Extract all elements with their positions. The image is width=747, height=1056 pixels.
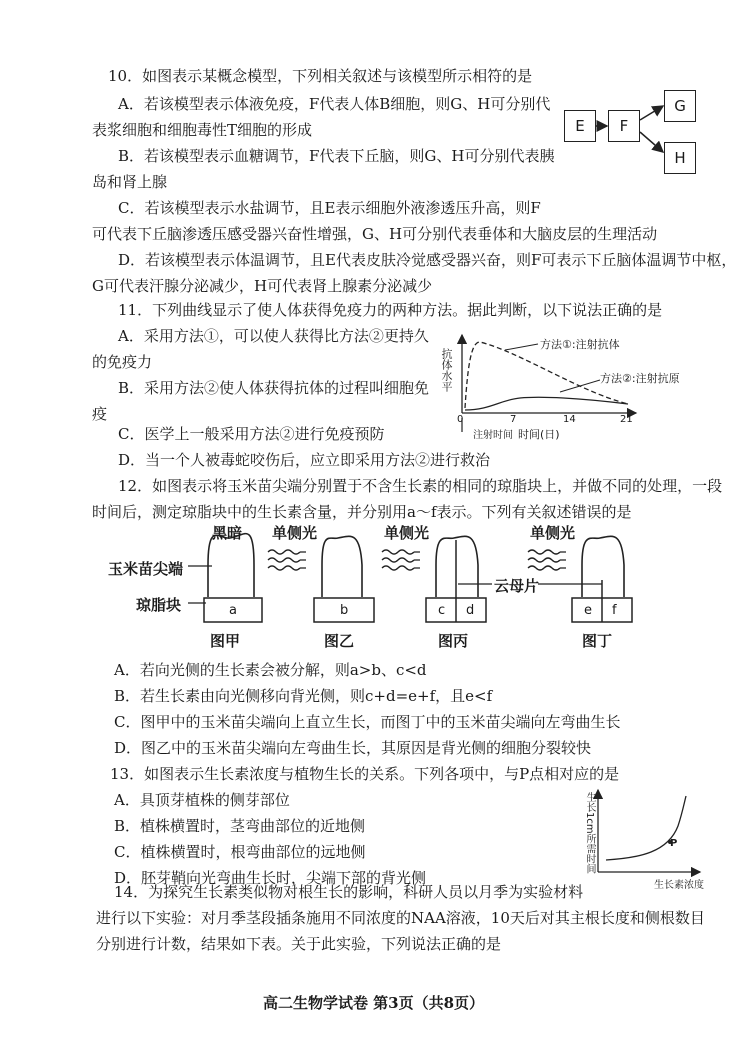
q10-option-b-line1: B．若该模型表示血糖调节，F代表下丘脑，则G、H可分别代表胰 bbox=[118, 147, 555, 165]
method2-label: 方法②:注射抗原 bbox=[600, 372, 680, 385]
agar-e: e bbox=[584, 603, 592, 618]
q11-stem: 11．下列曲线显示了使人体获得免疫力的两种方法。据此判断，以下说法正确的是 bbox=[118, 301, 663, 319]
point-p-label: P bbox=[670, 838, 678, 849]
q12-option-b: B．若生长素由向光侧移向背光侧，则c+d=e+f，且e<f bbox=[114, 687, 493, 705]
q13-option-a: A．具顶芽植株的侧芽部位 bbox=[114, 791, 290, 809]
agar-a: a bbox=[229, 603, 237, 618]
q14-stem-line2: 进行以下实验：对月季茎段插条施用不同浓度的NAA溶液，10天后对其主根长度和侧根数目 bbox=[96, 909, 705, 927]
agar-d: d bbox=[466, 603, 475, 618]
q12-option-a: A．若向光侧的生长素会被分解，则a>b、c<d bbox=[114, 661, 427, 679]
label-tip: 玉米苗尖端 bbox=[108, 560, 184, 578]
q10-option-d-line1: D．若该模型表示体温调节，且E代表皮肤冷觉感受器兴奋，则F可表示下丘脑体温调节中枢， bbox=[118, 251, 737, 269]
agar-f: f bbox=[612, 603, 617, 618]
q11-option-b-line1: B．采用方法②使人体获得抗体的过程叫细胞免 bbox=[118, 379, 430, 397]
q14-stem-line1: 14．为探究生长素类似物对根生长的影响，科研人员以月季为实验材料 bbox=[114, 883, 584, 901]
fig1-caption: 图甲 bbox=[210, 632, 241, 650]
q11-option-b-line2: 疫 bbox=[92, 405, 108, 423]
agar-c: c bbox=[438, 603, 446, 618]
y-axis-label: 抗体水平 bbox=[440, 348, 453, 392]
growth-curve bbox=[606, 796, 686, 860]
y-axis-label: 生长1cm所需时间 bbox=[584, 792, 595, 874]
label-mica: 云母片 bbox=[494, 577, 540, 595]
tick-14: 14 bbox=[563, 414, 576, 425]
box-g: G bbox=[664, 90, 696, 122]
q13-option-d: D．胚芽鞘向光弯曲生长时，尖端下部的背光侧 bbox=[114, 869, 427, 887]
x-axis-label: 生长素浓度 bbox=[654, 880, 704, 891]
q10-option-a-line2: 表浆细胞和细胞毒性T细胞的形成 bbox=[92, 121, 313, 139]
fig3-caption: 图丙 bbox=[438, 632, 469, 650]
q10-option-c-line1: C．若该模型表示水盐调节，且E表示细胞外液渗透压升高，则F bbox=[118, 199, 541, 217]
q12-option-c: C．图甲中的玉米苗尖端向上直立生长，而图丁中的玉米苗尖端向左弯曲生长 bbox=[114, 713, 621, 731]
label-dark: 黑暗 bbox=[212, 524, 243, 542]
q13-option-b: B．植株横置时，茎弯曲部位的近地侧 bbox=[114, 817, 366, 835]
box-f: F bbox=[608, 110, 640, 142]
fig2-caption: 图乙 bbox=[324, 632, 355, 650]
q11-option-c: C．医学上一般采用方法②进行免疫预防 bbox=[118, 425, 385, 443]
tick-7: 7 bbox=[510, 414, 517, 425]
page-footer: 高二生物学试卷 第3页（共8页） bbox=[262, 994, 485, 1012]
method1-label: 方法①:注射抗体 bbox=[540, 338, 620, 351]
q12-option-d: D．图乙中的玉米苗尖端向左弯曲生长，其原因是背光侧的细胞分裂较快 bbox=[114, 739, 592, 757]
agar-b: b bbox=[340, 603, 349, 618]
label-light-2: 单侧光 bbox=[272, 524, 318, 542]
tick-0: 0 bbox=[457, 414, 464, 425]
label-light-4: 单侧光 bbox=[530, 524, 576, 542]
q10-option-c-line2: 可代表下丘脑渗透压感受器兴奋性增强，G、H可分别代表垂体和大脑皮层的生理活动 bbox=[92, 225, 658, 243]
q13-option-c: C．植株横置时，根弯曲部位的远地侧 bbox=[114, 843, 366, 861]
q11-option-d: D．当一个人被毒蛇咬伤后，应立即采用方法②进行救治 bbox=[118, 451, 491, 469]
q12-stem-line1: 12．如图表示将玉米苗尖端分别置于不含生长素的相同的琼脂块上，并做不同的处理，一段 bbox=[118, 477, 723, 495]
box-e: E bbox=[564, 110, 596, 142]
q10-option-d-line2: G可代表汗腺分泌减少，H可代表肾上腺素分泌减少 bbox=[92, 277, 433, 295]
x-axis-label: 时间(日) bbox=[518, 428, 560, 441]
q10-stem: 10．如图表示某概念模型，下列相关叙述与该模型所示相符的是 bbox=[108, 67, 533, 85]
box-h: H bbox=[664, 142, 696, 174]
tick-21: 21 bbox=[620, 414, 633, 425]
q14-stem-line3: 分别进行计数，结果如下表。关于此实验，下列说法正确的是 bbox=[96, 935, 502, 953]
q10-option-b-line2: 岛和肾上腺 bbox=[92, 173, 168, 191]
q10-option-a-line1: A．若该模型表示体液免疫，F代表人体B细胞，则G、H可分别代 bbox=[118, 95, 551, 113]
q13-stem: 13．如图表示生长素浓度与植物生长的关系。下列各项中，与P点相对应的是 bbox=[110, 765, 620, 783]
q12-stem-line2: 时间后，测定琼脂块中的生长素含量，并分别用a～f表示。下列有关叙述错误的是 bbox=[92, 503, 632, 521]
label-agar: 琼脂块 bbox=[136, 596, 182, 614]
label-light-3: 单侧光 bbox=[384, 524, 430, 542]
q11-option-a-line1: A．采用方法①，可以使人获得比方法②更持久 bbox=[118, 327, 429, 345]
fig4-caption: 图丁 bbox=[582, 632, 613, 650]
q11-option-a-line2: 的免疫力 bbox=[92, 353, 153, 371]
inject-label: 注射时间 bbox=[473, 430, 513, 441]
